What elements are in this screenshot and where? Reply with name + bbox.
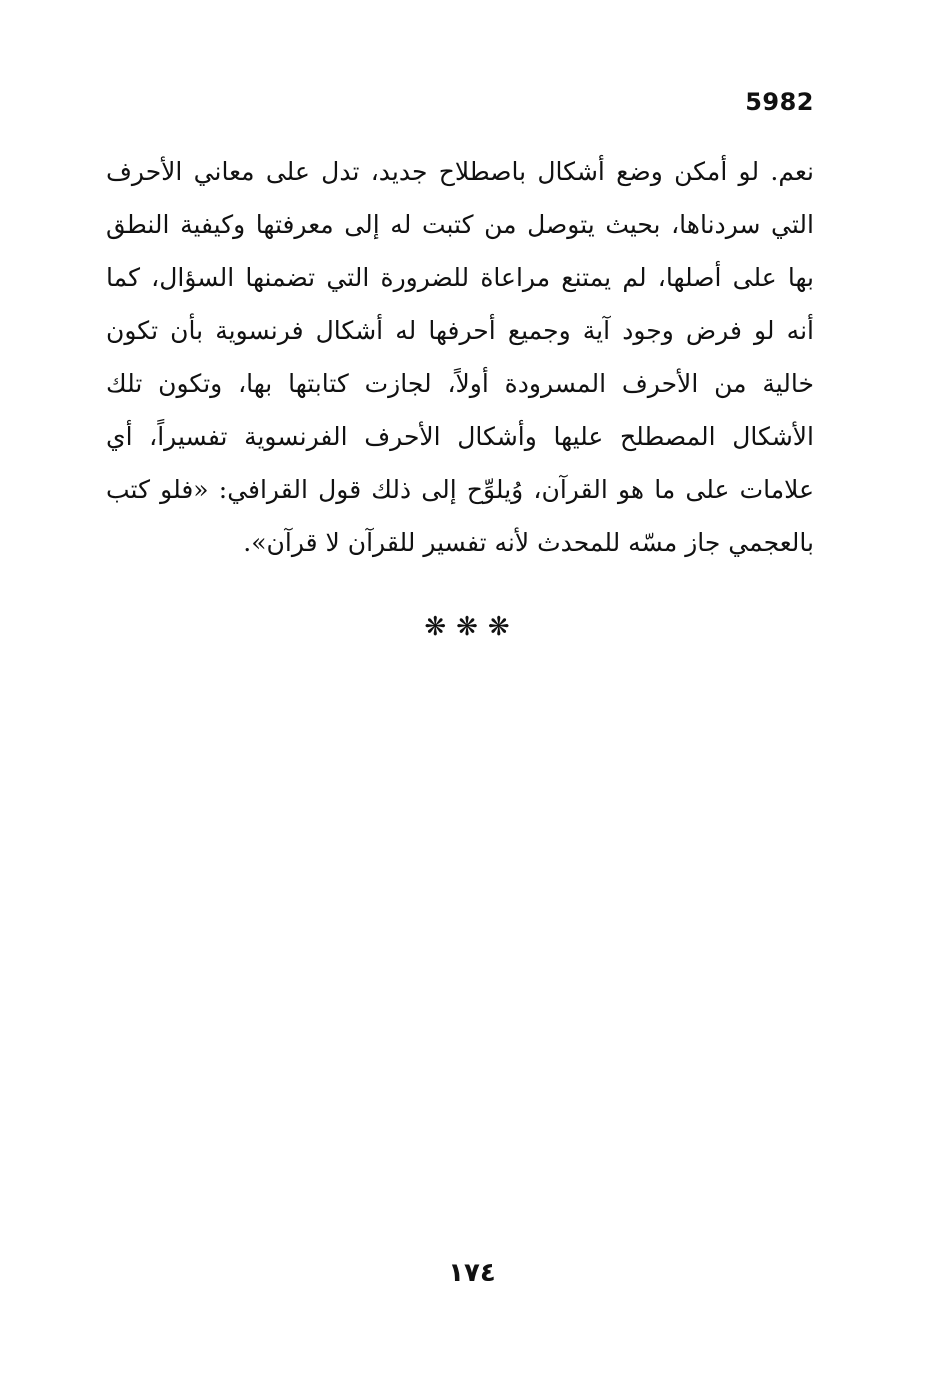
section-separator: ❋❋❋ bbox=[424, 612, 520, 642]
page-number: ١٧٤ bbox=[448, 1258, 496, 1288]
fatwa-number: 5982 bbox=[745, 88, 814, 116]
body-paragraph: نعم. لو أمكن وضع أشكال باصطلاح جديد، تدل على معاني الأحرف التي سردناها، بحيث يتوصل من كتبت له إلى معرفتها وكيفية النطق بها على أصلها، لم يمتنع مراعاة للضرورة التي تضمنها السؤال، كما أنه لو فرض وجود آية وجميع أحرفها له أشكال فرنسوية بأن تكون خالية من الأحرف المسرودة أولاً، لجازت كتابتها بها، وتكون تلك الأشكال المصطلح عليها وأشكال الأحرف الفرنسوية تفسيراً، أي علامات على ما هو القرآن، وُيلوِّح إلى ذلك قول القرافي: «فلو كتب بالعجمي جاز مسّه للمحدث لأنه تفسير للقرآن لا قرآن». bbox=[106, 157, 814, 557]
